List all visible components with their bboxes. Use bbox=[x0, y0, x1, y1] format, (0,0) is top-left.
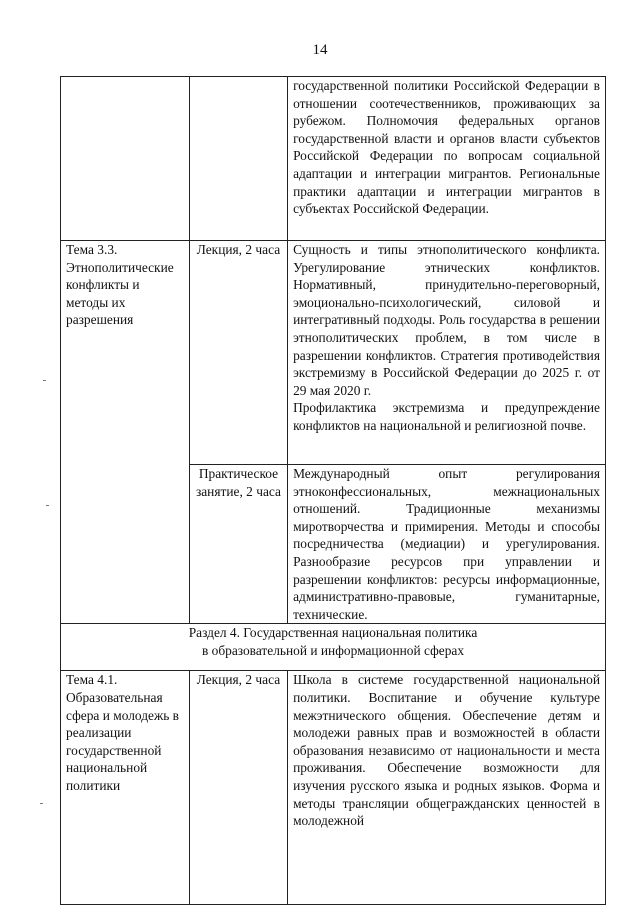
table-row bbox=[61, 77, 606, 241]
topic-cell bbox=[61, 241, 190, 624]
scan-mark bbox=[46, 505, 49, 506]
section-heading bbox=[61, 624, 606, 671]
topic-cell bbox=[61, 77, 190, 241]
topic-title: Тема 4.1. bbox=[66, 672, 118, 688]
topic-cell bbox=[61, 671, 190, 905]
content-cell bbox=[288, 241, 606, 465]
content-paragraph: Школа в системе государственной национальной политики. Воспитание и обучение культуре межэтнического общения. Обеспечение детям и молодежи равных прав и возможностей в области образования независимо от национальности и места проживания. Обеспечение возможности для изучения русского языка и родных языков. Форма и методы трансляции общегражданских ценностей в молодежной bbox=[293, 672, 600, 829]
page-number: 14 bbox=[312, 42, 328, 58]
content-paragraph: государственной политики Российской Федерации в отношении соотечественников, проживающих за рубежом. Полномочия федеральных органов государственной власти и органов власти субъектов Российской Федерации по вопросам социальной адаптации и интеграции мигрантов. Региональные практики адаптации и интеграции мигрантов в субъектах Российской Федерации. bbox=[293, 78, 600, 217]
section-title-line: Раздел 4. Государственная национальная политика bbox=[188, 625, 478, 641]
content-paragraph: Сущность и типы этнополитического конфликта. Урегулирование этнических конфликтов. Нормативный, принудительно-переговорный, эмоционально-психологический, силовой и интегративный подходы. Роль государства в решении этнополитических проблем, в том числе в разрешении конфликтов. Стратегия противодействия экстремизму в Российской Федерации до 2025 г. от 29 мая 2020 г. bbox=[293, 242, 600, 398]
section-title-line: в образовательной и информационной сферах bbox=[201, 642, 465, 658]
content-cell bbox=[288, 465, 606, 624]
lesson-type-cell: Лекция, 2 часа bbox=[189, 671, 287, 905]
topic-name: Этнополитические конфликты и методы их разрешения bbox=[66, 259, 174, 328]
content-cell bbox=[288, 77, 606, 241]
table-row bbox=[61, 241, 606, 465]
topic-title: Тема 3.3. bbox=[66, 242, 118, 257]
lesson-type-cell bbox=[189, 77, 287, 241]
topic-name: Образовательная сфера и молодежь в реализации государственной национальной политики bbox=[66, 689, 179, 793]
section-row bbox=[61, 624, 606, 671]
curriculum-table bbox=[60, 76, 606, 905]
scan-mark bbox=[40, 803, 43, 804]
scan-mark bbox=[43, 380, 46, 381]
content-cell bbox=[288, 671, 606, 905]
content-paragraph: Международный опыт регулирования этноконфессиональных, межнациональных отношений. Традиционные механизмы миротворчества и примирения. Методы и способы посредничества (медиации) и урегулирования. Разнообразие ресурсов при управлении и разрешении конфликтов: ресурсы информационные, административно-правовые, гуманитарные, технические. bbox=[293, 466, 600, 622]
lesson-type-cell: Лекция, 2 часа bbox=[189, 241, 287, 465]
table-row bbox=[61, 671, 606, 905]
content-paragraph: Профилактика экстремизма и предупреждение конфликтов на национальной и религиозной почве. bbox=[293, 400, 600, 433]
lesson-type-cell: Практическое занятие, 2 часа bbox=[189, 465, 287, 624]
